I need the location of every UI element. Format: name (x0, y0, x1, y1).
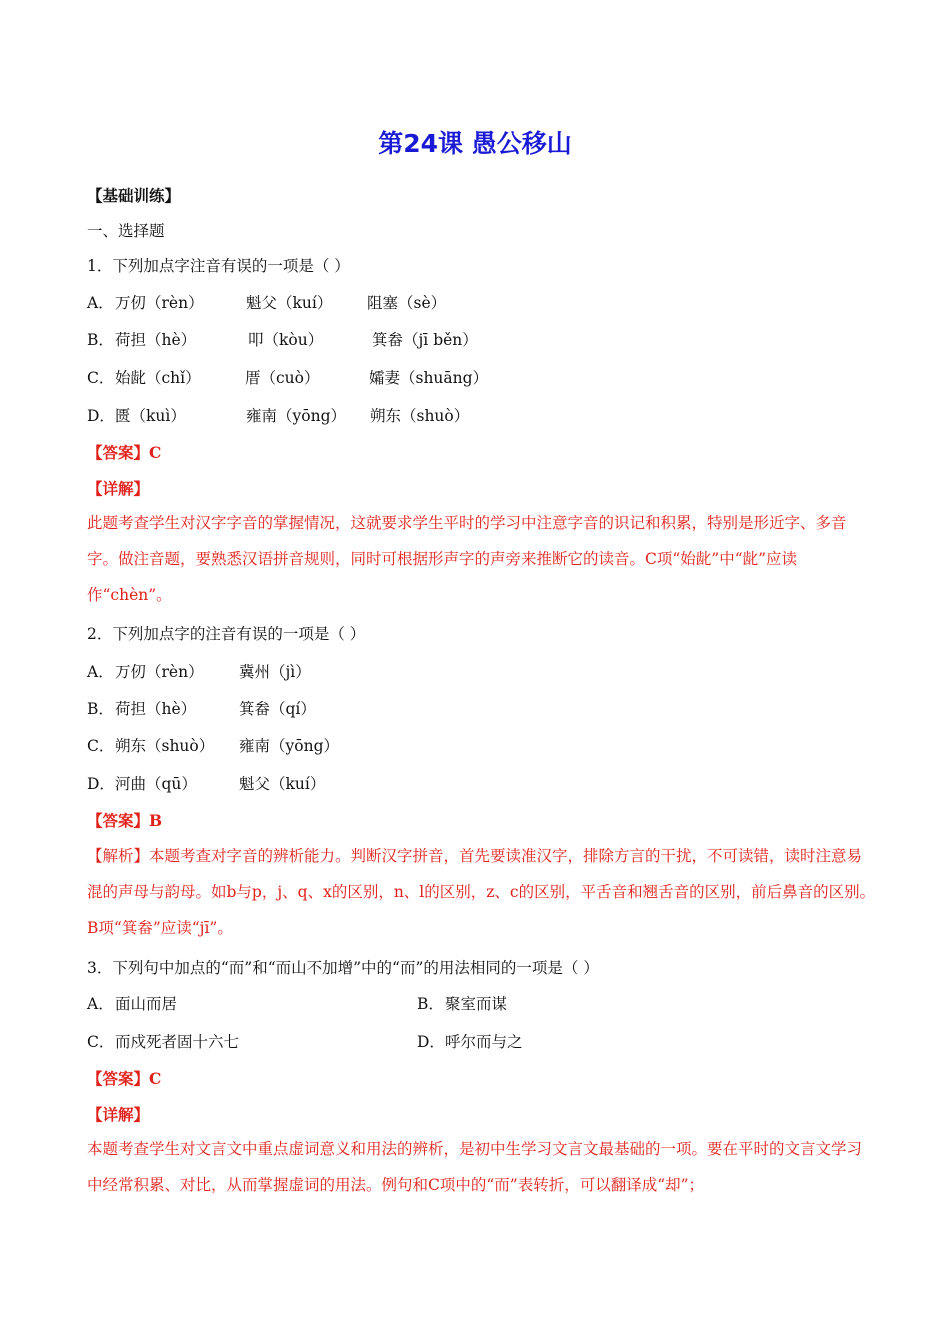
option-letter: D． (417, 1033, 445, 1051)
option-item: 匮（kuì） (115, 407, 186, 425)
q2-answer: 【答案】B (87, 811, 163, 830)
option-letter: C． (87, 369, 115, 387)
option-item: 叩（kòu） (248, 331, 324, 349)
option-letter: D． (87, 407, 115, 425)
option-item: 魁父（kuí） (239, 775, 326, 793)
option-item: 厝（cuò） (245, 369, 320, 387)
q3-answer: 【答案】C (87, 1069, 162, 1088)
option-item: 孀妻（shuāng） (369, 369, 489, 387)
option-letter: A． (87, 995, 114, 1013)
option-letter: C． (87, 1033, 115, 1051)
option-item: 河曲（qū） (115, 775, 197, 793)
option-item: 冀州（jì） (239, 663, 311, 681)
q3-option-row-1 (87, 994, 507, 1014)
q1-detail-text: 此题考查学生对汉字字音的掌握情况，这就要求学生平时的学习中注意字音的识记和积累，特别是形近字、多音字。做注音题，要熟悉汉语拼音规则，同时可根据形声字的声旁来推断它的读音。C项“始龀”中“龀”应读作“chèn”。 (87, 514, 847, 604)
option-letter: A． (87, 663, 114, 681)
q2-stem: 2．下列加点字的注音有误的一项是（ ） (87, 625, 366, 643)
option-item: 箕畚（qí） (239, 700, 316, 718)
option-item: 万仞（rèn） (115, 663, 204, 681)
option-item: 阻塞（sè） (367, 294, 447, 312)
option-letter: C． (87, 737, 115, 755)
q3-detail-label: 【详解】 (87, 1105, 150, 1124)
q3-detail-text: 本题考查学生对文言文中重点虚词意义和用法的辨析，是初中生学习文言文最基础的一项。要在平时的文言文学习中经常积累、对比，从而掌握虚词的用法。例句和C项中的“而”表转折，可以翻译成“却”； (87, 1140, 863, 1194)
part-heading: 一、选择题 (87, 222, 165, 240)
option-item: 荷担（hè） (115, 700, 197, 718)
option-letter: B． (417, 995, 444, 1013)
option-item: 魁父（kuí） (246, 294, 333, 312)
q2-option-a (87, 662, 311, 682)
option-item: 呼尔而与之 (445, 1033, 523, 1051)
page-title: 第24课 愚公移山 (378, 129, 572, 158)
q1-detail-label: 【详解】 (87, 479, 150, 498)
option-letter: B． (87, 700, 114, 718)
q2-analysis-text: 【解析】本题考查对字音的辨析能力。判断汉字拼音，首先要读准汉字，排除方言的干扰，不可读错，读时注意易混的声母与韵母。如b与p，j、q、x的区别，n、l的区别，z、c的区别，平舌音和翘舌音的区别，前后鼻音的区别。B项“箕畚”应读“jī”。 (87, 847, 876, 937)
q1-option-c (87, 368, 488, 388)
q1-option-d (87, 406, 469, 426)
option-item: 荷担（hè） (115, 331, 197, 349)
option-item: 雍南（yōng） (246, 407, 346, 425)
option-item: 箕畚（jī běn） (372, 331, 478, 349)
option-item: 聚室而谋 (445, 995, 508, 1013)
q2-option-c (87, 736, 339, 756)
q3-stem: 3．下列句中加点的“而”和“而山不加增”中的“而”的用法相同的一项是（ ） (87, 959, 599, 977)
option-item: 始龀（chǐ） (115, 369, 201, 387)
option-letter: B． (87, 331, 114, 349)
q1-option-a (87, 293, 446, 313)
q2-option-d (87, 774, 325, 794)
q1-stem: 1．下列加点字注音有误的一项是（ ） (87, 257, 350, 275)
q2-option-b (87, 699, 316, 719)
option-item: 面山而居 (115, 995, 178, 1013)
option-item: 朔东（shuò） (370, 407, 470, 425)
q3-option-row-2 (87, 1032, 523, 1052)
option-item: 雍南（yōng） (239, 737, 339, 755)
option-item: 而戍死者固十六七 (115, 1033, 240, 1051)
option-item: 万仞（rèn） (115, 294, 204, 312)
option-item: 朔东（shuò） (115, 737, 215, 755)
option-letter: D． (87, 775, 115, 793)
option-letter: A． (87, 294, 114, 312)
q1-answer: 【答案】C (87, 443, 162, 462)
section-heading: 【基础训练】 (87, 186, 181, 205)
q1-option-b (87, 330, 478, 350)
